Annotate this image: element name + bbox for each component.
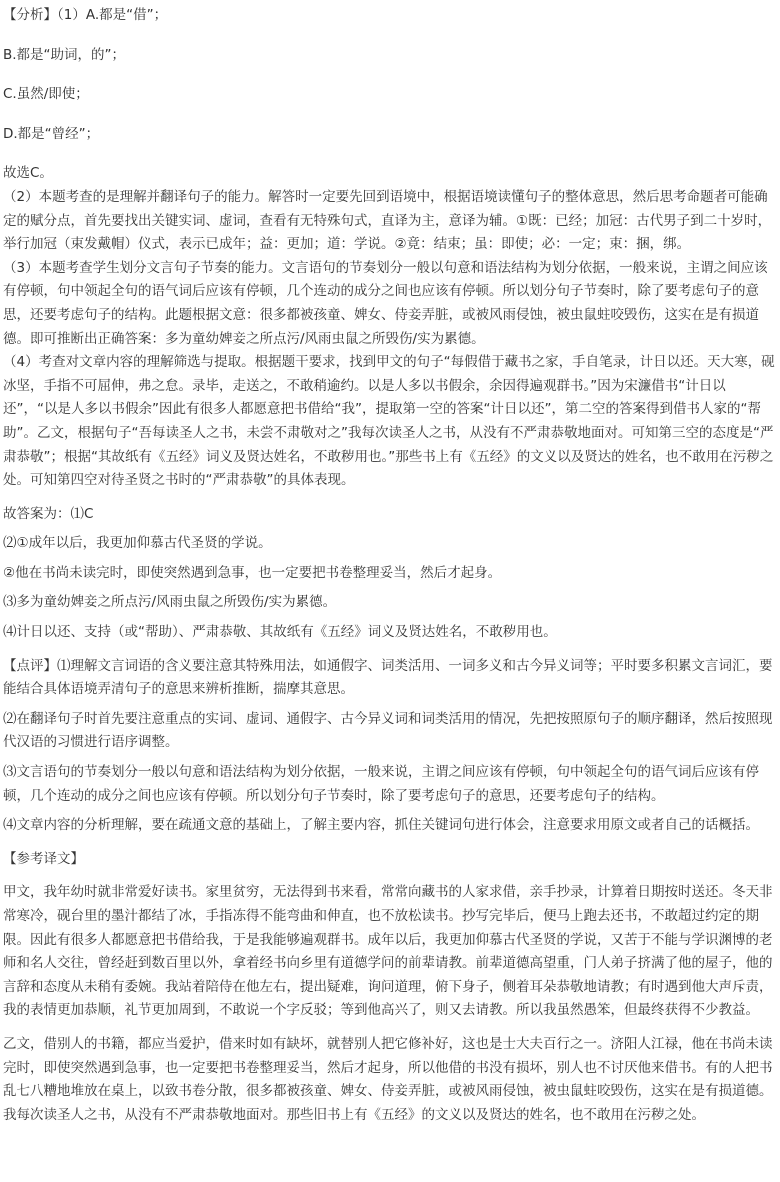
comment-point-2: ⑵在翻译句子时首先要注意重点的实词、虚词、通假字、古今异义词和词类活用的情况，先把按照原句子的顺序翻译，然后按照现代汉语的习惯进行语序调整。 (3, 710, 773, 751)
comment-point-1: 【点评】⑴理解文言词语的含义要注意其特殊用法，如通假字、词类活用、一词多义和古今异义词等；平时要多积累文言词汇，要能结合具体语境弄清句子的意思来辨析推断，揣摩其意思。 (3, 657, 773, 698)
analysis-part-2: （2）本题考查的是理解并翻译句子的能力。解答时一定要先回到语境中，根据语境读懂句子的整体意思，然后思考命题者可能确定的赋分点，首先要找出关键实词、虚词，查看有无特殊句式，直译为主，意译为辅。①既：已经；加冠：古代男子到二十岁时，举行加冠（束发戴帽）仪式，表示已成年；益：更加；道：学说。②竟：结束；虽：即使；必：一定；束：捆，绑。 (3, 188, 772, 253)
translation-heading: 【参考译文】 (3, 850, 84, 867)
comment-point-3: ⑶文言语句的节奏划分一般以句意和语法结构为划分依据，一般来说，主谓之间应该有停顿，句中领起全句的语气词后应该有停顿，几个连动的成分之间也应该有停顿。所以划分句子节奏时，除了要考虑句子的意思，还要考虑句子的结构。 (3, 764, 759, 804)
analysis-part-3: （3）本题考查学生划分文言句子节奏的能力。文言语句的节奏划分一般以句意和语法结构为划分依据，一般来说，主谓之间应该有停顿，句中领起全句的语气词后应该有停顿，几个连动的成分之间也应该有停顿。所以划分句子节奏时，除了要考虑句子的意思，还要考虑句子的结构。此题根据文意：很多都被孩童、婢女、侍妾弄脏，或被风雨侵蚀，被虫鼠蛀咬毁伤，这实在是有损道德。即可推断出正确答案：多为童幼婢妾之所点污/风雨虫鼠之所毁伤/实为累德。 (3, 259, 768, 347)
analysis-conclusion: 故选C。 (3, 165, 53, 182)
answer-line-1: 故答案为：⑴C (3, 505, 94, 522)
comment-point-4: ⑷文章内容的分析理解，要在疏通文意的基础上，了解主要内容，抓住关键词句进行体会，注意要求用原文或者自己的话概括。 (3, 817, 759, 834)
answer-line-4: ⑶多为童幼婢妾之所点污/风雨虫鼠之所毁伤/实为累德。 (3, 594, 337, 611)
answer-line-2: ⑵①成年以后，我更加仰慕古代圣贤的学说。 (3, 535, 272, 552)
analysis-option-d: D.都是“曾经”； (3, 125, 100, 142)
analysis-heading-line: 【分析】（1）A.都是“借”； (3, 7, 168, 23)
answer-line-3: ②他在书尚未读完时，即使突然遇到急事，也一定要把书卷整理妥当，然后才起身。 (3, 564, 502, 581)
analysis-option-b: B.都是“助词，的”； (3, 46, 126, 63)
translation-text-yi: 乙文，借别人的书籍，都应当爱护，借来时如有缺坏，就替别人把它修补好，这也是士大夫百行之一。济阳人江禄，他在书尚未读完时，即使突然遇到急事，也一定要把书卷整理妥当，然后才起身，所以他借的书没有损坏，别人也不讨厌他来借书。有的人把书乱七八糟地堆放在桌上，以致书卷分散，很多都被孩童、婢女、侍妾弄脏，或被风雨侵蚀，被虫鼠蛀咬毁伤，这实在是有损道德。我每次读圣人之书，从没有不严肃恭敬地面对。那些旧书上有《五经》的文义以及贤达的姓名，也不敢用在污秽之处。 (3, 1035, 773, 1123)
translation-text-jia: 甲文，我年幼时就非常爱好读书。家里贫穷，无法得到书来看，常常向藏书的人家求借，亲手抄录，计算着日期按时送还。冬天非常寒冷，砚台里的墨汁都结了冰，手指冻得不能弯曲和伸直，也不放松读书。抄写完毕后，便马上跑去还书，不敢超过约定的期限。因此有很多人都愿意把书借给我，于是我能够遍观群书。成年以后，我更加仰慕古代圣贤的学说，又苦于不能与学识渊博的老师和名人交往，曾经赶到数百里以外，拿着经书向乡里有道德学问的前辈请教。前辈道德高望重，门人弟子挤满了他的屋子，他的言辞和态度从未稍有委婉。我站着陪侍在他左右，提出疑难，询问道理，俯下身子，侧着耳朵恭敬地请教；有时遇到他大声斥责，我的表情更加恭顺，礼节更加周到，不敢说一个字反驳；等到他高兴了，则又去请教。所以我虽然愚笨，但最终获得不少教益。 (3, 884, 773, 1019)
analysis-part-4: （4）考查对文章内容的理解筛选与提取。根据题干要求，找到甲文的句子“每假借于藏书之家，手自笔录，计日以还。天大寒，砚冰坚，手指不可屈伸，弗之怠。录毕，走送之，不敢稍逾约。以是人多以书假余，余因得遍观群书。”因为宋濂借书“计日以还”，“以是人多以书假余”因此有很多人都愿意把书借给“我”，提取第一空的答案“计日以还”，第二空的答案得到借书人家的“帮助”。乙文，根据句子“吾每读圣人之书，未尝不肃敬对之”我每次读圣人之书，从没有不严肃恭敬地面对。可知第三空的态度是“严肃恭敬”；根据“其故纸有《五经》词义及贤达姓名，不敢秽用也。”那些书上有《五经》的文义以及贤达的姓名，也不敢用在污秽之处。可知第四空对待圣贤之书时的“严肃恭敬”的具体表现。 (3, 354, 775, 489)
answer-line-5: ⑷计日以还、支持（或“帮助）、严肃恭敬、其故纸有《五经》词义及贤达姓名，不敢秽用也。 (3, 624, 557, 641)
analysis-option-c: C.虽然/即使； (3, 86, 89, 103)
